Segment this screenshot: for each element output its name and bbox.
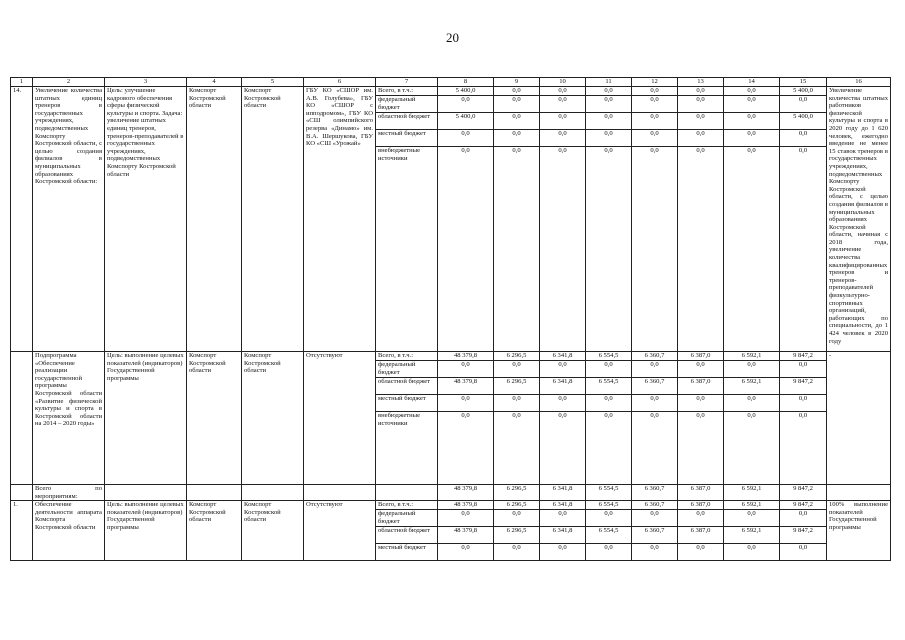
amount-cell: 6 554,5	[586, 352, 632, 361]
executor: Отсутствуют	[304, 501, 376, 561]
amount-cell: 0,0	[724, 87, 780, 96]
amount-cell: 6 341,8	[540, 485, 586, 501]
header-cell: 5	[242, 78, 304, 87]
amount-cell: 0,0	[438, 361, 494, 378]
amount-cell: 6 341,8	[540, 378, 586, 395]
header-cell: 15	[780, 78, 827, 87]
amount-cell: 0,0	[586, 395, 632, 412]
amount-cell: 0,0	[780, 412, 827, 485]
amount-cell: 6 341,8	[540, 352, 586, 361]
amount-cell: 0,0	[724, 96, 780, 113]
amount-cell: 6 592,1	[724, 485, 780, 501]
amount-cell: 6 341,8	[540, 501, 586, 510]
event-name: Обеспечение деятельности аппарата Комспорта Костромской области	[33, 501, 105, 561]
coordinator: Комспорт Костромской области	[242, 501, 304, 561]
amount-cell: 0,0	[678, 96, 724, 113]
table-row	[11, 352, 891, 361]
amount-cell: 0,0	[724, 544, 780, 561]
amount-cell: 0,0	[780, 147, 827, 352]
amount-cell: 6 296,5	[494, 378, 540, 395]
amount-cell: 0,0	[494, 96, 540, 113]
amount-cell: 0,0	[632, 544, 678, 561]
amount-cell: 0,0	[540, 395, 586, 412]
amount-cell: 0,0	[632, 87, 678, 96]
amount-cell: 0,0	[724, 510, 780, 527]
header-cell: 6	[304, 78, 376, 87]
amount-cell: 6 341,8	[540, 527, 586, 544]
expected-result: -	[827, 352, 891, 485]
amount-cell: 0,0	[540, 544, 586, 561]
amount-cell: 0,0	[678, 87, 724, 96]
amount-cell: 0,0	[540, 412, 586, 485]
source-label: внебюджетные источники	[376, 147, 438, 352]
amount-cell: 6 360,7	[632, 485, 678, 501]
amount-cell: 6 554,5	[586, 527, 632, 544]
amount-cell: 6 554,5	[586, 378, 632, 395]
event-name: Увеличение количества штатных единиц тренеров в государственных учреждениях, подведомственных Комспорту Костромской области, с целью создания филиалов в муниципальных образованиях Костромской области:	[33, 87, 105, 352]
amount-cell: 0,0	[494, 544, 540, 561]
header-cell: 11	[586, 78, 632, 87]
amount-cell: 0,0	[438, 130, 494, 147]
event-name: Подпрограмма «Обеспечение реализации государственной программы Костромской области «Развитие физической культуры и спорта в Костромской области на 2014 – 2020 годы»	[33, 352, 105, 485]
goal-text: Цель: выполнение целевых показателей (индикаторов) Государственной программы	[105, 501, 187, 561]
executor: ГБУ КО «СШОР им. А.В. Голубева», ГБУ КО «СШОР с ипподромом», ГБУ КО «СШ олимпийского резерва «Динамо» им. В.А. Шершукова, ГБУ КО «СШ «Урожай»	[304, 87, 376, 352]
amount-cell: 0,0	[540, 510, 586, 527]
table-row	[11, 87, 891, 96]
amount-cell: 6 296,5	[494, 527, 540, 544]
empty-cell	[105, 485, 187, 501]
amount-cell: 0,0	[494, 113, 540, 130]
amount-cell: 0,0	[438, 96, 494, 113]
amount-cell: 6 592,1	[724, 352, 780, 361]
expected-result: 100% выполнение показателей Государственной программы	[827, 501, 891, 561]
customer: Комспорт Костромской области	[187, 87, 242, 352]
amount-cell: 0,0	[632, 395, 678, 412]
header-cell: 9	[494, 78, 540, 87]
amount-cell: 0,0	[438, 395, 494, 412]
amount-cell: 0,0	[724, 113, 780, 130]
source-label: Всего, в т.ч.:	[376, 87, 438, 96]
amount-cell: 6 387,0	[678, 485, 724, 501]
amount-cell: 0,0	[494, 510, 540, 527]
empty-cell	[304, 485, 376, 501]
header-cell: 4	[187, 78, 242, 87]
amount-cell: 48 379,8	[438, 485, 494, 501]
amount-cell: 0,0	[780, 130, 827, 147]
amount-cell: 9 847,2	[780, 378, 827, 395]
amount-cell: 0,0	[494, 412, 540, 485]
empty-cell	[376, 485, 438, 501]
amount-cell: 5 400,0	[780, 87, 827, 96]
amount-cell: 6 387,0	[678, 352, 724, 361]
amount-cell: 0,0	[586, 87, 632, 96]
coordinator: Комспорт Костромской области	[242, 352, 304, 485]
header-row	[11, 78, 891, 87]
amount-cell: 5 400,0	[438, 87, 494, 96]
amount-cell: 6 592,1	[724, 378, 780, 395]
amount-cell: 48 379,8	[438, 352, 494, 361]
program-table	[10, 77, 891, 561]
source-label: Всего, в т.ч.:	[376, 352, 438, 361]
header-cell: 7	[376, 78, 438, 87]
source-label: областной бюджет	[376, 378, 438, 395]
amount-cell: 0,0	[438, 147, 494, 352]
amount-cell: 0,0	[586, 510, 632, 527]
amount-cell: 6 296,5	[494, 352, 540, 361]
header-cell: 1	[11, 78, 33, 87]
amount-cell: 0,0	[632, 361, 678, 378]
total-row	[11, 485, 891, 501]
amount-cell: 0,0	[494, 130, 540, 147]
amount-cell: 0,0	[780, 395, 827, 412]
header-cell: 2	[33, 78, 105, 87]
expected-result: Увеличение количества штатных работников физической культуры и спорта в 2020 году до 1 620 человек, ежегодно введение не менее 15 ставок тренеров в государственных учреждениях, подведомственных Комспорту Костромской области, с целью создания филиалов в муниципальных образованиях Костромской области, начиная с 2018 года, увеличение количества квалифицированных тренеров и тренеров-преподавателей физкультурно-спортивных организаций, работающих по специальности, до 1 424 человек в 2020 году	[827, 87, 891, 352]
amount-cell: 0,0	[586, 130, 632, 147]
amount-cell: 0,0	[632, 96, 678, 113]
amount-cell: 48 379,8	[438, 378, 494, 395]
amount-cell: 0,0	[540, 130, 586, 147]
amount-cell: 6 387,0	[678, 527, 724, 544]
amount-cell: 0,0	[586, 147, 632, 352]
header-cell: 16	[827, 78, 891, 87]
amount-cell: 9 847,2	[780, 485, 827, 501]
empty-cell	[187, 485, 242, 501]
amount-cell: 0,0	[632, 510, 678, 527]
amount-cell: 0,0	[586, 113, 632, 130]
amount-cell: 0,0	[540, 147, 586, 352]
goal-text: Цель: улучшение кадрового обеспечения сферы физической культуры и спорта. Задача: увеличение штатных единиц тренеров, тренеров-преподавателей в государственных учреждениях, подведомственных Комспорту Костромской области	[105, 87, 187, 352]
row-number: 1.	[11, 501, 33, 561]
source-label: областной бюджет	[376, 527, 438, 544]
source-label: Всего, в т.ч.:	[376, 501, 438, 510]
amount-cell: 6 296,5	[494, 501, 540, 510]
amount-cell: 0,0	[678, 361, 724, 378]
amount-cell: 6 554,5	[586, 485, 632, 501]
amount-cell: 5 400,0	[780, 113, 827, 130]
amount-cell: 0,0	[632, 412, 678, 485]
header-cell: 10	[540, 78, 586, 87]
amount-cell: 0,0	[586, 412, 632, 485]
amount-cell: 48 379,8	[438, 527, 494, 544]
goal-text: Цель: выполнение целевых показателей (индикаторов) Государственной программы	[105, 352, 187, 485]
amount-cell: 0,0	[586, 544, 632, 561]
amount-cell: 0,0	[586, 96, 632, 113]
amount-cell: 6 387,0	[678, 501, 724, 510]
amount-cell: 0,0	[540, 361, 586, 378]
amount-cell: 6 360,7	[632, 352, 678, 361]
amount-cell: 0,0	[678, 147, 724, 352]
row-number: 14.	[11, 87, 33, 352]
amount-cell: 0,0	[586, 361, 632, 378]
amount-cell: 0,0	[494, 87, 540, 96]
amount-cell: 9 847,2	[780, 501, 827, 510]
header-cell: 8	[438, 78, 494, 87]
empty-cell	[242, 485, 304, 501]
table-row	[11, 501, 891, 510]
source-label: областной бюджет	[376, 113, 438, 130]
amount-cell: 5 400,0	[438, 113, 494, 130]
amount-cell: 0,0	[724, 395, 780, 412]
amount-cell: 6 387,0	[678, 378, 724, 395]
amount-cell: 0,0	[678, 395, 724, 412]
amount-cell: 0,0	[494, 395, 540, 412]
amount-cell: 9 847,2	[780, 352, 827, 361]
amount-cell: 0,0	[438, 510, 494, 527]
amount-cell: 0,0	[678, 130, 724, 147]
header-cell: 3	[105, 78, 187, 87]
amount-cell: 0,0	[780, 96, 827, 113]
amount-cell: 0,0	[724, 412, 780, 485]
amount-cell: 0,0	[724, 361, 780, 378]
amount-cell: 0,0	[540, 113, 586, 130]
amount-cell: 0,0	[780, 544, 827, 561]
source-label: федеральный бюджет	[376, 361, 438, 378]
amount-cell: 0,0	[494, 147, 540, 352]
amount-cell: 0,0	[780, 361, 827, 378]
total-label: Всего по мероприятиям:	[33, 485, 105, 501]
amount-cell: 6 360,7	[632, 527, 678, 544]
amount-cell: 0,0	[632, 147, 678, 352]
amount-cell: 0,0	[678, 412, 724, 485]
source-label: местный бюджет	[376, 544, 438, 561]
coordinator: Комспорт Костромской области	[242, 87, 304, 352]
source-label: местный бюджет	[376, 130, 438, 147]
amount-cell: 6 554,5	[586, 501, 632, 510]
amount-cell: 0,0	[678, 113, 724, 130]
customer: Комспорт Костромской области	[187, 352, 242, 485]
executor: Отсутствуют	[304, 352, 376, 485]
amount-cell: 6 592,1	[724, 527, 780, 544]
amount-cell: 6 592,1	[724, 501, 780, 510]
page-number: 20	[446, 30, 459, 45]
source-label: федеральный бюджет	[376, 510, 438, 527]
amount-cell: 9 847,2	[780, 527, 827, 544]
amount-cell: 6 360,7	[632, 501, 678, 510]
amount-cell: 6 296,5	[494, 485, 540, 501]
amount-cell: 0,0	[780, 510, 827, 527]
amount-cell: 0,0	[438, 412, 494, 485]
amount-cell: 0,0	[632, 130, 678, 147]
header-cell: 13	[678, 78, 724, 87]
amount-cell: 0,0	[724, 130, 780, 147]
amount-cell: 0,0	[540, 96, 586, 113]
row-number	[11, 485, 33, 501]
amount-cell: 0,0	[632, 113, 678, 130]
source-label: местный бюджет	[376, 395, 438, 412]
source-label: федеральный бюджет	[376, 96, 438, 113]
amount-cell: 0,0	[438, 544, 494, 561]
row-number	[11, 352, 33, 485]
amount-cell: 0,0	[494, 361, 540, 378]
amount-cell: 48 379,8	[438, 501, 494, 510]
empty-cell	[827, 485, 891, 501]
source-label: внебюджетные источники	[376, 412, 438, 485]
amount-cell: 0,0	[678, 510, 724, 527]
amount-cell: 6 360,7	[632, 378, 678, 395]
amount-cell: 0,0	[678, 544, 724, 561]
amount-cell: 0,0	[540, 87, 586, 96]
amount-cell: 0,0	[724, 147, 780, 352]
header-cell: 12	[632, 78, 678, 87]
customer: Комспорт Костромской области	[187, 501, 242, 561]
header-cell: 14	[724, 78, 780, 87]
